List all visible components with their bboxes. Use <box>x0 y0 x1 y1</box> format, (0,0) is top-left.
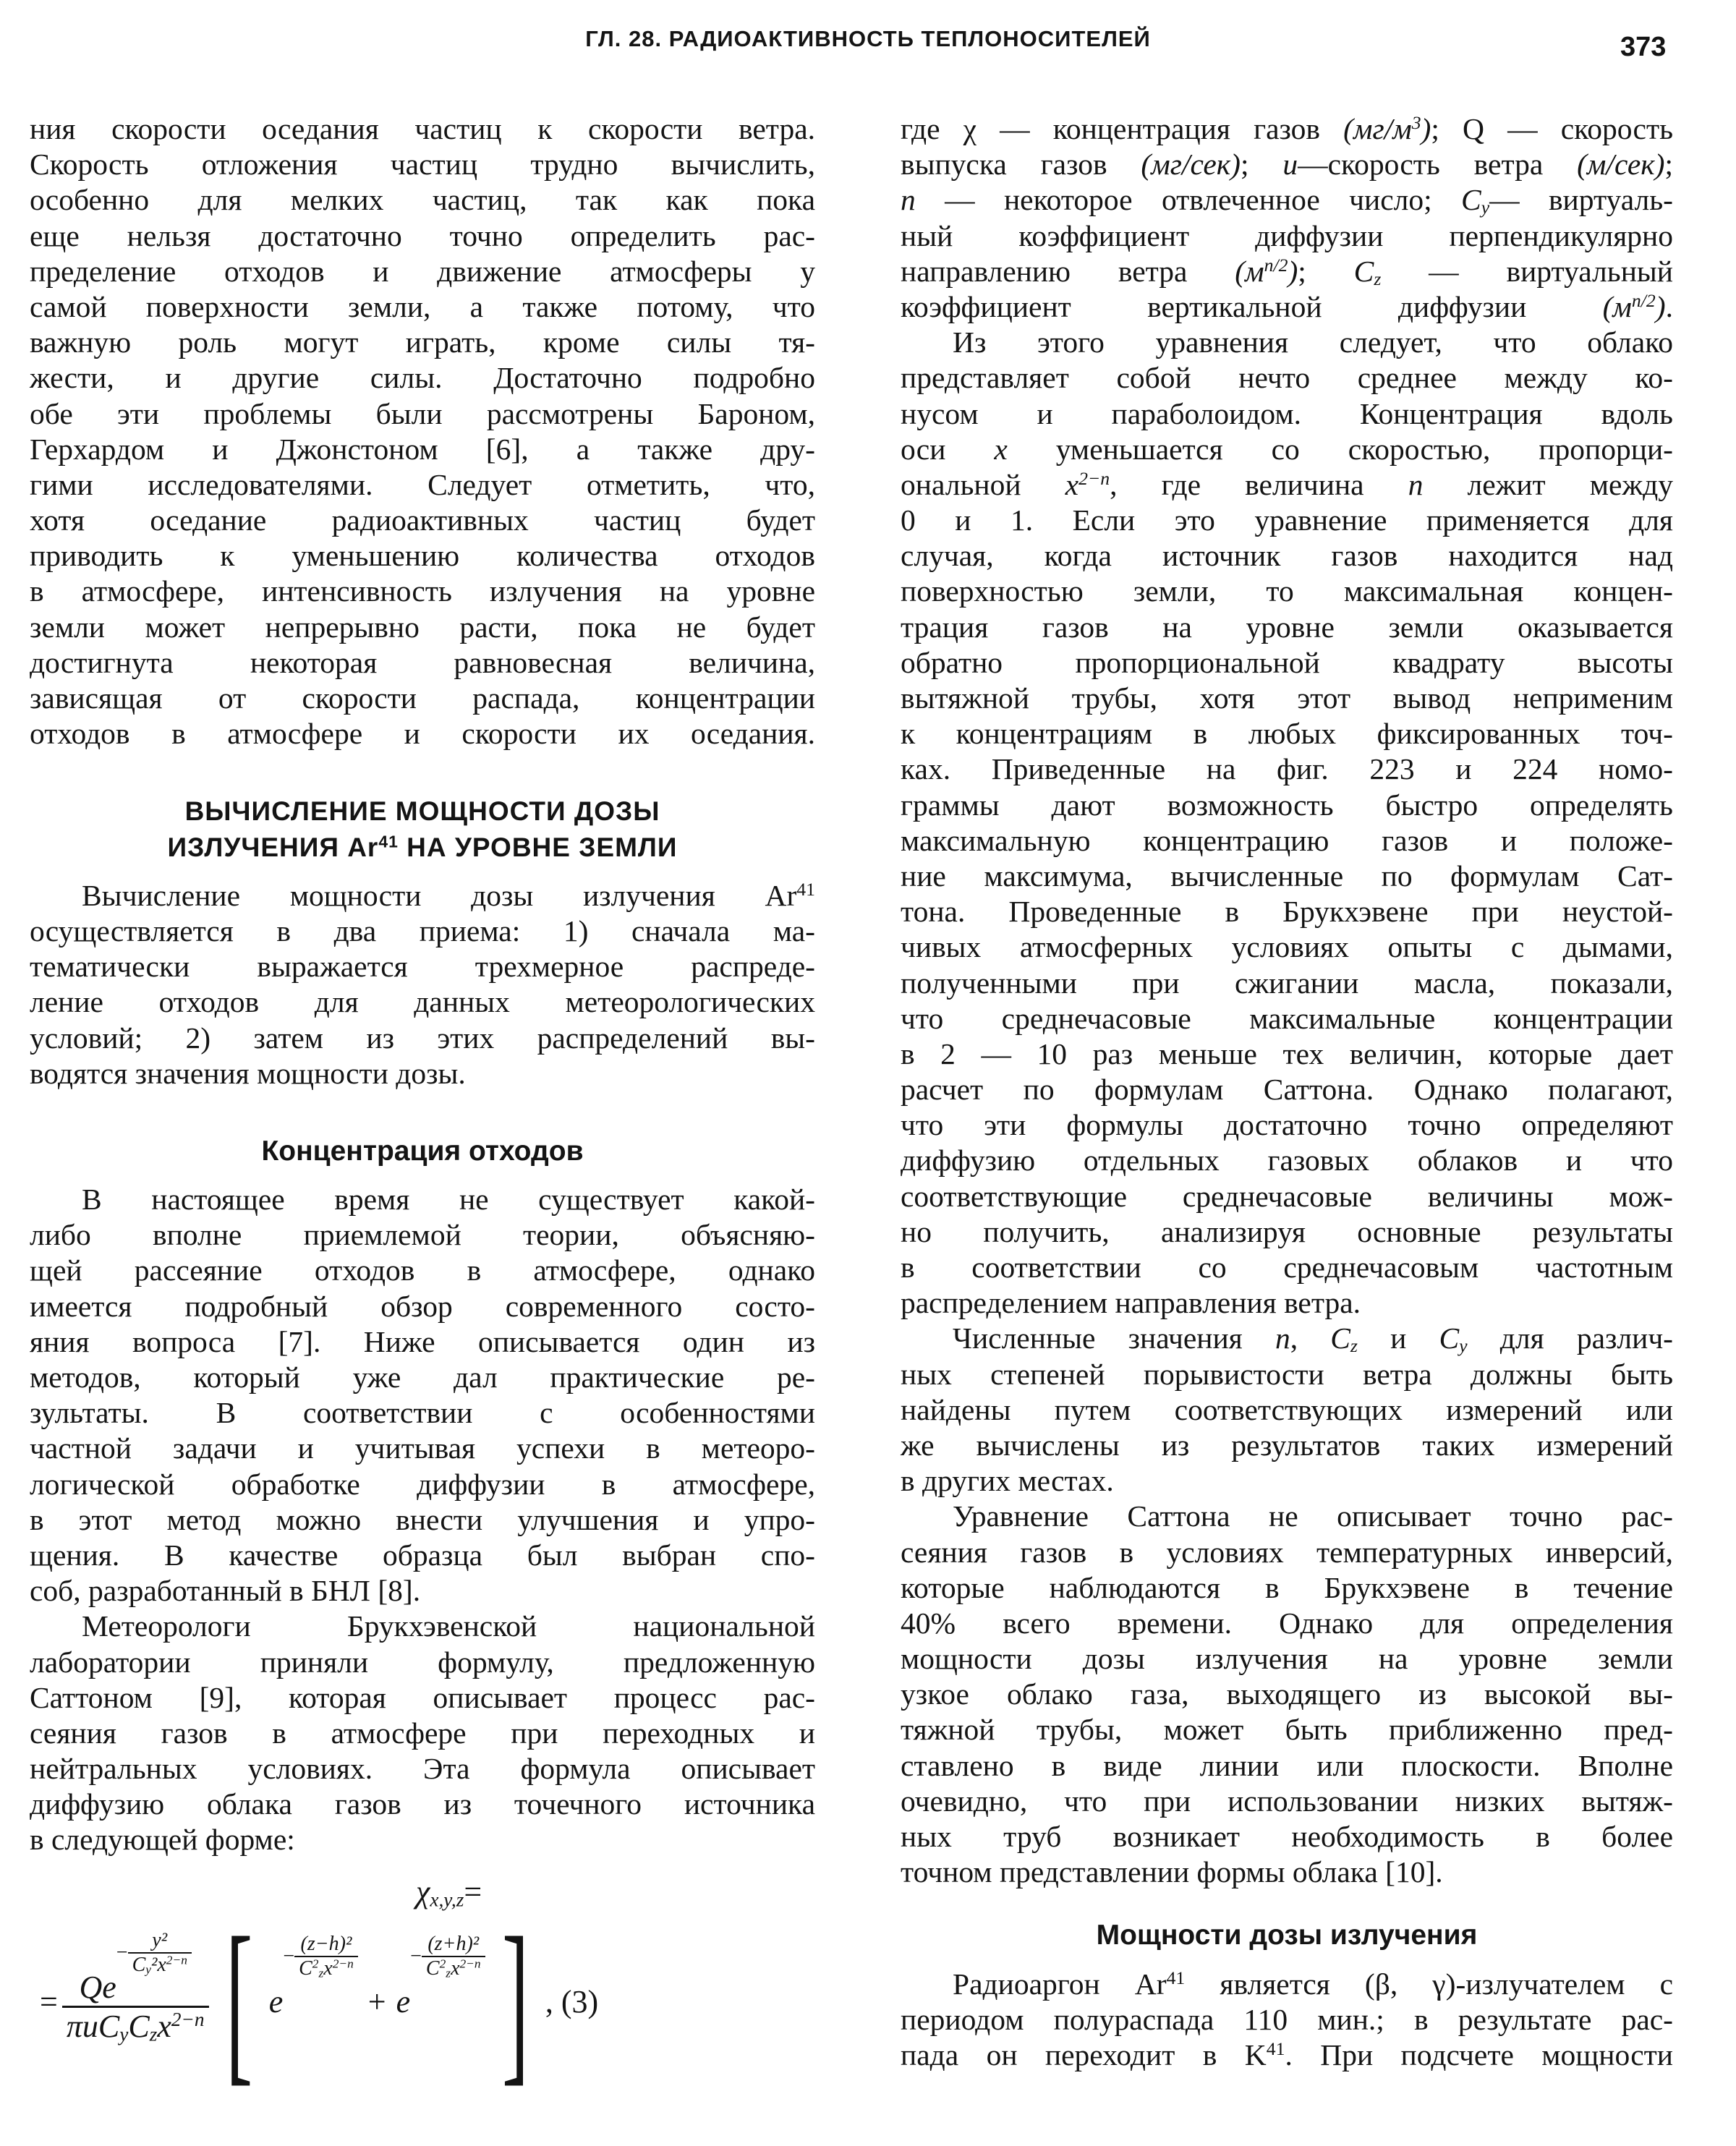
formula-lhs <box>416 1873 482 1910</box>
text-line: тона. Проведенные в Брукхэвене при неустой- <box>901 895 1673 929</box>
bracket-close: ] <box>501 1901 529 2101</box>
text-line: земли может непрерывно расти, пока не будет <box>30 610 815 644</box>
text-line: щей рассеяние отходов в атмосфере, однако <box>30 1253 815 1287</box>
text-line: что эти формулы достаточно точно определяют <box>901 1108 1673 1142</box>
italic-math: $(м^{n/2})$ <box>1602 289 1666 323</box>
text-line: очевидно, что при использовании низких вытяж- <box>901 1784 1673 1818</box>
exp-fraction <box>422 1933 485 1980</box>
superscript: 2−n <box>1078 467 1110 489</box>
text-line: в атмосфере, интенсивность излучения на уровне <box>30 574 815 608</box>
text-line: где χ — концентрация газов $(мг/м^3)$; Q — скорость <box>901 111 1674 145</box>
text-line: хотя оседание радиоактивных частиц будет <box>30 503 815 537</box>
text-line: методов, который уже дал практические ре- <box>30 1361 815 1394</box>
exp-num: (z−h)² <box>300 1933 352 1955</box>
text-line: Вычисление мощности дозы излучения Ar$^{41}$ <box>82 878 815 912</box>
italic-math: $C_y$ <box>1461 183 1490 218</box>
italic-math: x <box>994 432 1008 466</box>
text-line: ление отходов для данных метеорологических <box>30 985 815 1019</box>
text-line: точном представлении формы облака [10]. <box>901 1855 1443 1889</box>
superscript: n/2 <box>1264 254 1288 276</box>
x: x <box>451 1957 460 1980</box>
text-line: Численные значения n, $C_z$ и $C_y$ для различ- <box>953 1321 1674 1357</box>
text-line: ных степеней порывистости ветра должны быть <box>901 1357 1673 1391</box>
text-line: случая, когда источник газов находится над <box>901 539 1673 573</box>
superscript: 41 <box>1166 1967 1186 1988</box>
text-line: зависящая от скорости распада, концентрации <box>30 681 815 715</box>
formula-main <box>40 1901 599 2101</box>
section-heading: ВЫЧИСЛЕНИЕ МОЩНОСТИ ДОЗЫ <box>184 796 660 827</box>
italic-math: n <box>1275 1321 1290 1355</box>
minus: − <box>283 1945 295 1967</box>
text-line: вытяжной трубы, хотя этот вывод неприменим <box>901 681 1673 715</box>
left-column <box>30 111 815 1858</box>
text-line: соответствующие среднечасовые величины мож- <box>901 1179 1673 1213</box>
sub: z <box>318 1966 324 1980</box>
exponent-z-plus-h <box>410 1933 485 1980</box>
chi-symbol: χ <box>416 1874 430 1909</box>
plus: + <box>367 1983 386 2019</box>
x: x <box>157 2009 171 2044</box>
italic-math: $C_z$ <box>1353 254 1382 289</box>
italic-math: n <box>901 183 916 217</box>
text-line: коэффициент вертикальной диффузии $(м^{n/2})$. <box>901 289 1673 323</box>
italic-math: (мг/сек) <box>1141 148 1241 182</box>
text-line: обе эти проблемы были рассмотрены Бароном, <box>30 396 815 430</box>
text-line: но получить, анализируя основные результаты <box>901 1214 1673 1248</box>
superscript: 41 <box>378 831 399 851</box>
text-line: ональной $x^{2-n}$, где величина n лежит между <box>901 467 1673 501</box>
text-line: полученными при сжигании масла, показали, <box>901 966 1673 1000</box>
power: 2−n <box>459 1956 481 1971</box>
prefactor-denominator <box>62 2008 209 2045</box>
pi-u-c: πuC <box>66 2009 120 2044</box>
italic-math: $C_z$ <box>1330 1321 1358 1357</box>
x: ²x <box>150 1954 166 1976</box>
c: C <box>128 2009 150 2044</box>
text-line: 40% всего времени. Однако для определения <box>901 1606 1673 1640</box>
text-line: мощности дозы излучения на уровне земли <box>901 1642 1673 1676</box>
text-line: чивых атмосферных условиях опыты с дымами, <box>901 930 1673 964</box>
sub: z <box>149 2023 158 2045</box>
text-line: имеется подробный обзор современного состо- <box>30 1289 815 1323</box>
text-line: отходов в атмосфере и скорости их оседания. <box>30 717 815 751</box>
italic-math: (м/сек) <box>1577 148 1665 182</box>
subscript: y <box>1481 197 1490 218</box>
page-number: 373 <box>1620 32 1667 62</box>
exp-den <box>294 1957 358 1980</box>
text-line: n — некоторое отвлеченное число; $C_y—$ виртуаль- <box>901 183 1673 218</box>
text-line: особенно для мелких частиц, так как пока <box>30 183 815 217</box>
text-line: Уравнение Саттона не описывает точно рас- <box>953 1499 1673 1533</box>
text-line: гими исследователями. Следует отметить, что, <box>30 467 815 501</box>
text-line: узкое облако газа, выходящего из высокой вы- <box>901 1677 1673 1711</box>
text-line: ных труб возникает необходимость в более <box>901 1820 1673 1853</box>
text-line: в других местах. <box>901 1464 1114 1498</box>
text-line: нусом и параболоидом. Концентрация вдоль <box>901 396 1673 430</box>
text-line: В настоящее время не существует какой- <box>82 1183 815 1217</box>
minus: − <box>116 1941 128 1964</box>
text-line: которые наблюдаются в Брукхэвене в течение <box>901 1570 1673 1604</box>
text-line: к концентрациям в любых фиксированных точ- <box>901 717 1673 751</box>
text-line: самой поверхности земли, а также потому, что <box>30 289 815 323</box>
equation-number: , (3) <box>545 1983 599 2019</box>
text-line: периодом полураспада 110 мин.; в результате рас- <box>901 2002 1673 2036</box>
text-line: найдены путем соответствующих измерений или <box>901 1392 1673 1426</box>
exponent-z-minus-h <box>283 1933 357 1980</box>
text-line: яния вопроса [7]. Ниже описывается один из <box>30 1324 815 1358</box>
text-line: приводить к уменьшению количества отходов <box>30 539 815 573</box>
exp-den <box>128 1954 192 1977</box>
text-line: ставлено в виде линии или плоскости. Вполне <box>901 1748 1673 1782</box>
section-heading: Концентрация отходов <box>261 1135 584 1167</box>
equals-sign: = <box>464 1874 482 1909</box>
text-line: трация газов на уровне земли оказывается <box>901 610 1673 644</box>
text-line: направлению ветра $(м^{n/2})$; $C_z$ — виртуальный <box>901 254 1673 289</box>
text-line: либо вполне приемлемой теории, объясняю- <box>30 1218 815 1252</box>
text-line: тяжной трубы, может быть приближенно пред- <box>901 1713 1673 1747</box>
power: 2−n <box>166 1953 187 1967</box>
text-line: Радиоаргон Ar$^{41}$ является (β, γ)-излучателем с <box>953 1967 1674 2001</box>
text-line: ный коэффициент диффузии перпендикулярно <box>901 218 1673 252</box>
text-line: распределением направления ветра. <box>901 1286 1361 1320</box>
text-line: осуществляется в два приема: 1) сначала ма- <box>30 914 815 948</box>
exp-fraction <box>128 1929 192 1977</box>
text-line: Герхардом и Джонстоном [6], а также дру- <box>30 432 815 466</box>
text-line: сеяния газов в атмосфере при переходных и <box>30 1716 815 1750</box>
equation-3 <box>40 1873 821 2101</box>
text-line: пада он переходит в $K^{41}$. При подсчете мощности <box>901 2038 1674 2072</box>
italic-math: $(мг/м^3)$ <box>1343 111 1431 145</box>
superscript: 3 <box>1411 111 1421 133</box>
text-line: пределение отходов и движение атмосферы у <box>30 254 815 288</box>
text-line: в следующей форме: <box>30 1823 295 1857</box>
text-line: 0 и 1. Если это уравнение применяется для <box>901 503 1673 537</box>
prefactor-numerator <box>75 1929 195 2006</box>
text-line: еще нельзя достаточно точно определить рас- <box>30 218 815 252</box>
italic-math: u <box>1282 148 1298 182</box>
q-e: Qe <box>79 1970 116 2005</box>
x: x <box>323 1957 333 1980</box>
text-line: граммы дают возможность быстро определять <box>901 788 1673 822</box>
text-line: тематически выражается трехмерное распреде- <box>30 950 815 984</box>
exp-num: y² <box>152 1929 168 1951</box>
text-line: в этот метод можно внести улучшения и упро- <box>30 1502 815 1536</box>
exp-den <box>422 1957 485 1980</box>
c: C <box>299 1957 312 1980</box>
text-line: достигнута некоторая равновесная величина, <box>30 645 815 679</box>
italic-math: n <box>1408 467 1424 501</box>
text-line: выпуска газов (мг/сек); u—скорость ветра (м/сек); <box>901 148 1673 182</box>
c: C <box>132 1954 146 1976</box>
text-line: что среднечасовые максимальные концентрации <box>901 1001 1673 1035</box>
text-line: нейтральных условиях. Эта формула описывает <box>30 1752 815 1786</box>
right-column <box>901 111 1673 2073</box>
text-line: Метеорологи Брукхэвенской национальной <box>82 1609 815 1643</box>
text-line: же вычислены из результатов таких измерений <box>901 1428 1673 1462</box>
text-line: ние максимума, вычисленные по формулам Сат- <box>901 859 1673 893</box>
superscript: n/2 <box>1631 289 1656 311</box>
section-heading: Мощности дозы излучения <box>1096 1920 1478 1951</box>
sup: 2 <box>312 1956 319 1971</box>
text-line: в 2 — 10 раз меньше тех величин, которые дает <box>901 1036 1673 1070</box>
text-line: логической обработке диффузии в атмосфере, <box>30 1467 815 1501</box>
text-line: Саттоном [9], которая описывает процесс рас- <box>30 1680 815 1714</box>
text-line: поверхностью земли, то максимальная концен- <box>901 574 1673 608</box>
bracket-open: [ <box>225 1901 252 2101</box>
text-line: диффузию облака газов из точечного источника <box>30 1787 815 1821</box>
e: e <box>396 1983 411 2019</box>
sup: 2 <box>439 1956 446 1971</box>
text-line: лаборатории приняли формулу, предложенную <box>30 1645 815 1679</box>
text-line: ках. Приведенные на фиг. 223 и 224 номо- <box>901 752 1673 786</box>
text-line: сеяния газов в условиях температурных инверсий, <box>901 1535 1673 1569</box>
running-header: ГЛ. 28. РАДИОАКТИВНОСТЬ ТЕПЛОНОСИТЕЛЕЙ <box>585 26 1151 51</box>
text-line: соб, разработанный в БНЛ [8]. <box>30 1574 421 1608</box>
e: e <box>268 1983 284 2019</box>
section-heading: ИЗЛУЧЕНИЯ Ar$^{41}$ НА УРОВНЕ ЗЕМЛИ <box>167 831 678 862</box>
subscript: z <box>1374 268 1382 289</box>
text-line: Скорость отложения частиц трудно вычислить, <box>30 148 815 182</box>
exp-fraction <box>294 1933 358 1980</box>
text-line: Из этого уравнения следует, что облако <box>953 325 1673 359</box>
text-line: оси x уменьшается со скоростью, пропорци- <box>901 432 1673 466</box>
text-line: максимальную концентрацию газов и положе- <box>901 823 1673 857</box>
italic-math: $(м^{n/2})$ <box>1235 254 1298 288</box>
minus: − <box>410 1945 422 1967</box>
subscript: y <box>1459 1335 1468 1357</box>
text-line: зультаты. В соответствии с особенностями <box>30 1396 815 1430</box>
text-line: в соответствии со среднечасовым частотным <box>901 1251 1673 1284</box>
sub: y <box>145 1962 151 1977</box>
text-line: ния скорости оседания частиц к скорости ветра. <box>30 112 815 145</box>
power: 2−n <box>171 2009 205 2030</box>
c: C <box>425 1957 440 1980</box>
text-line: водятся значения мощности дозы. <box>30 1056 466 1090</box>
text-line: расчет по формулам Саттона. Однако полагают, <box>901 1073 1673 1107</box>
subscript: z <box>1350 1335 1358 1357</box>
equals-sign: = <box>40 1983 58 2019</box>
text-line: жести, и другие силы. Достаточно подробно <box>30 361 815 395</box>
sub: z <box>446 1966 451 1980</box>
italic-math: $x^{2-n}$ <box>1065 467 1110 501</box>
text-line: условий; 2) затем из этих распределений вы- <box>30 1021 815 1055</box>
text-line: представляет собой нечто среднее между ко- <box>901 361 1673 395</box>
text-line: обратно пропорциональной квадрату высоты <box>901 645 1673 679</box>
sub: y <box>119 2023 129 2045</box>
exponent-y <box>116 1929 192 1977</box>
text-line: щения. В качестве образца был выбран спо- <box>30 1538 815 1572</box>
power: 2−n <box>332 1956 354 1971</box>
text-line: диффузию отдельных газовых облаков и что <box>901 1144 1673 1178</box>
text-line: частной задачи и учитывая успехи в метеоро- <box>30 1431 815 1465</box>
exp-num: (z+h)² <box>427 1933 480 1955</box>
superscript: 41 <box>796 878 815 900</box>
superscript: 41 <box>1266 2038 1285 2059</box>
italic-math: $C_y$ <box>1439 1321 1468 1357</box>
text-line: важную роль могут играть, кроме силы тя- <box>30 325 815 359</box>
lhs-subscript: x,y,z <box>430 1889 464 1911</box>
prefactor-fraction <box>62 1929 209 2045</box>
